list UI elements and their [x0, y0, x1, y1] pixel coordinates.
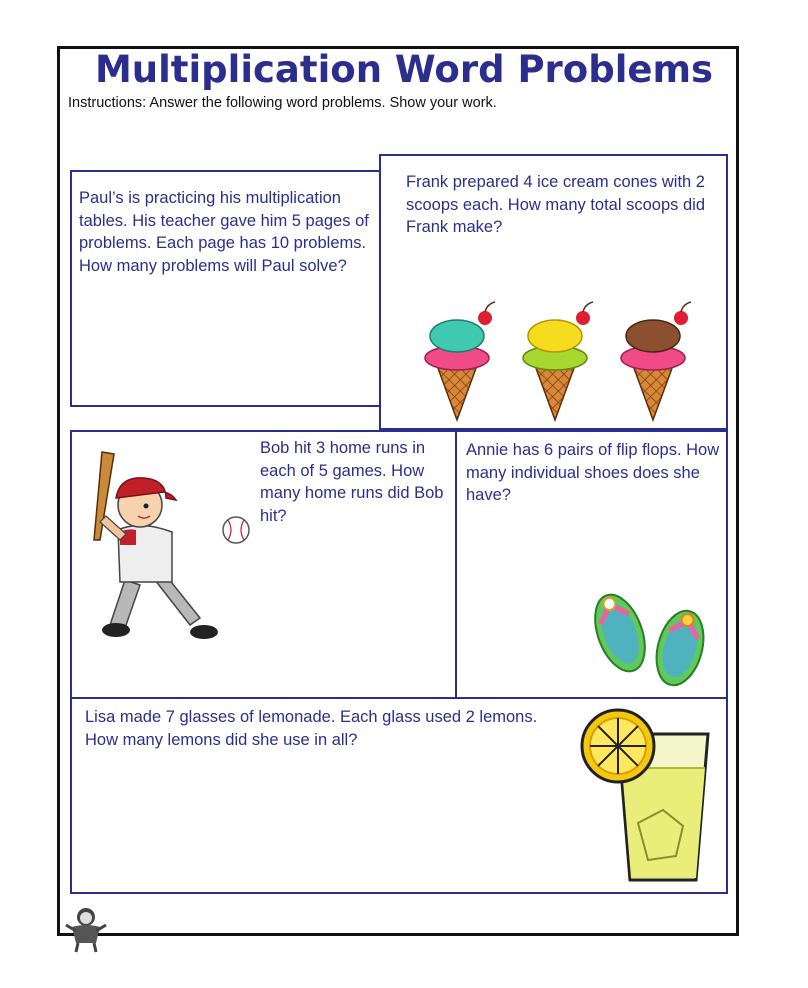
- flip-flops-icon: [585, 588, 720, 690]
- ice-cream-cone-icon: [415, 300, 715, 425]
- problem-text-bob: Bob hit 3 home runs in each of 5 games. How many home runs did Bob hit?: [260, 439, 444, 525]
- mascot-logo-icon: [62, 905, 112, 953]
- problem-text-lisa: Lisa made 7 glasses of lemonade. Each glass used 2 lemons. How many lemons did she use in all?: [85, 708, 538, 749]
- lemonade-glass-icon: [578, 708, 718, 886]
- ice-cream-cone-chocolate: [621, 302, 691, 420]
- ice-cream-cone-teal: [425, 302, 495, 420]
- problem-text-paul: Paul’s is practicing his multiplication tables. His teacher gave him 5 pages of problems. Each page has 10 problems. How many problems will Paul solve?: [79, 189, 369, 275]
- ice-cream-cone-yellow: [523, 302, 593, 420]
- problem-text-frank: Frank prepared 4 ice cream cones with 2 scoops each. How many total scoops did Frank make?: [406, 173, 705, 236]
- instructions-text: Instructions: Answer the following word problems. Show your work.: [68, 95, 497, 111]
- baseball-player-icon: [80, 450, 260, 650]
- problem-text-annie: Annie has 6 pairs of flip flops. How many individual shoes does she have?: [466, 441, 720, 504]
- worksheet-title: Multiplication Word Problems: [94, 48, 714, 91]
